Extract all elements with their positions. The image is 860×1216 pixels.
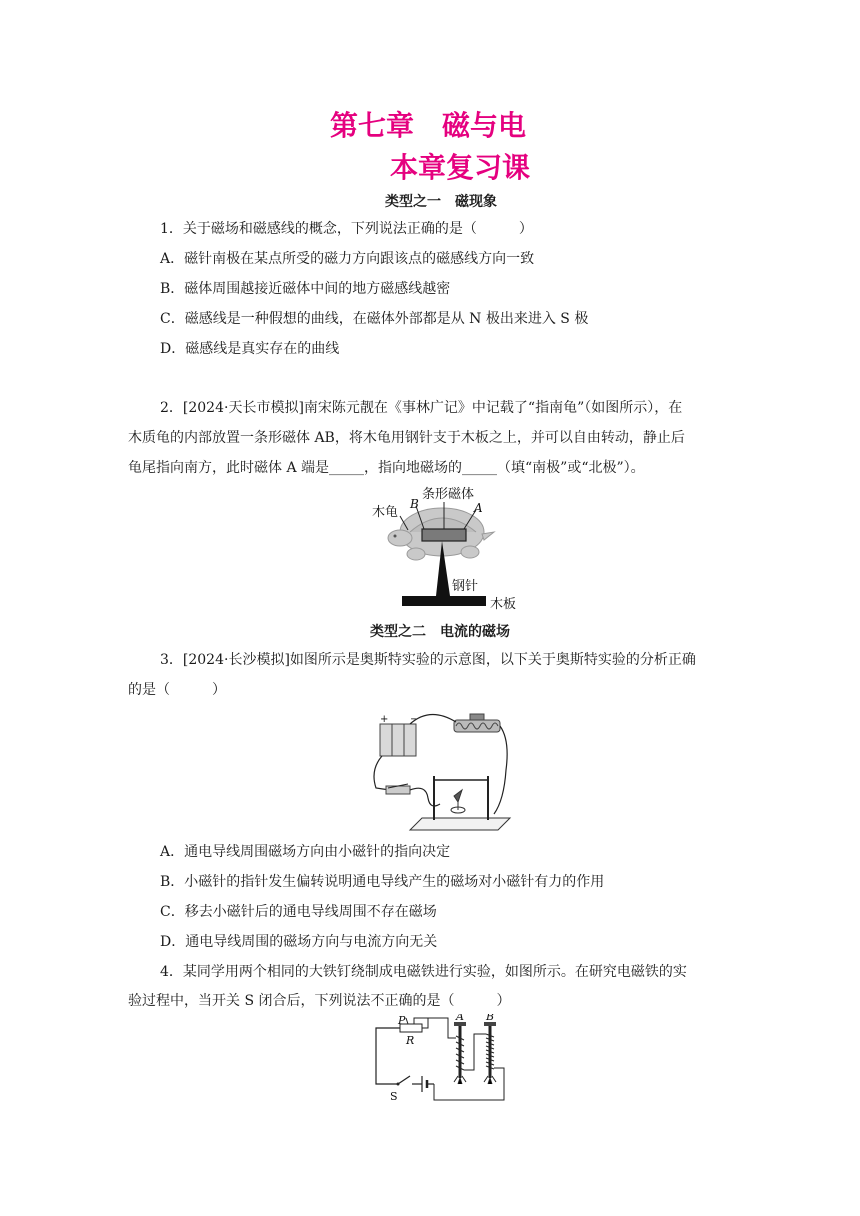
electromagnet-circuit-figure [370, 1014, 520, 1106]
question-1-option-b: B．磁体周围越接近磁体中间的地方磁感线越密 [160, 281, 451, 297]
question-3-line-2: 的是（ ） [128, 682, 226, 698]
end-a-label: A [474, 501, 483, 515]
turtle-label: 木龟 [372, 505, 399, 520]
question-4-line-1: 4．某同学用两个相同的大铁钉绕制成电磁铁进行实验，如图所示。在研究电磁铁的实 [160, 964, 687, 980]
plus-label: + [380, 714, 389, 725]
question-3-option-a: A．通电导线周围磁场方向由小磁针的指向决定 [160, 844, 451, 860]
chapter-title: 第七章 磁与电 [330, 109, 527, 142]
end-b-label: B [410, 497, 419, 511]
question-4-line-2: 验过程中，当开关 S 闭合后，下列说法不正确的是（ ） [128, 993, 511, 1009]
question-2-line-3: 龟尾指向南方，此时磁体 A 端是_____，指向地磁场的_____（填“南极”或“北极”）。 [128, 460, 645, 476]
south-pointing-turtle-figure [370, 484, 530, 614]
question-2-line-1: 2．[2024·天长市模拟]南宋陈元靓在《事林广记》中记载了“指南龟”（如图所示），在 [160, 400, 683, 416]
minus-label: − [410, 714, 419, 725]
b-label: B [486, 1014, 495, 1023]
question-1-option-c: C．磁感线是一种假想的曲线，在磁体外部都是从 N 极出来进入 S 极 [160, 311, 589, 327]
board-label: 木板 [490, 597, 517, 612]
s-label: S [390, 1090, 398, 1103]
lesson-title: 本章复习课 [390, 151, 531, 184]
question-1-stem: 1．关于磁场和磁感线的概念，下列说法正确的是（ ） [160, 221, 533, 237]
needle-label: 钢针 [452, 579, 479, 594]
question-1-option-a: A．磁针南极在某点所受的磁力方向跟该点的磁感线方向一致 [160, 251, 535, 267]
magnet-label: 条形磁体 [422, 487, 475, 502]
question-2-line-2: 木质龟的内部放置一条形磁体 AB，将木龟用钢针支于木板之上，并可以自由转动，静止后 [128, 430, 685, 446]
p-label: P [398, 1014, 406, 1027]
section-title-2: 类型之二 电流的磁场 [370, 624, 510, 640]
section-title-1: 类型之一 磁现象 [385, 194, 497, 210]
question-3-line-1: 3．[2024·长沙模拟]如图所示是奥斯特实验的示意图，以下关于奥斯特实验的分析正确 [160, 652, 696, 668]
question-1-option-d: D．磁感线是真实存在的曲线 [160, 341, 340, 357]
oersted-experiment-figure [370, 710, 530, 832]
question-3-option-b: B．小磁针的指针发生偏转说明通电导线产生的磁场对小磁针有力的作用 [160, 874, 605, 890]
question-3-option-d: D．通电导线周围的磁场方向与电流方向无关 [160, 934, 438, 950]
question-3-option-c: C．移去小磁针后的通电导线周围不存在磁场 [160, 904, 437, 920]
r-label: R [406, 1034, 415, 1047]
a-label: A [456, 1014, 464, 1023]
